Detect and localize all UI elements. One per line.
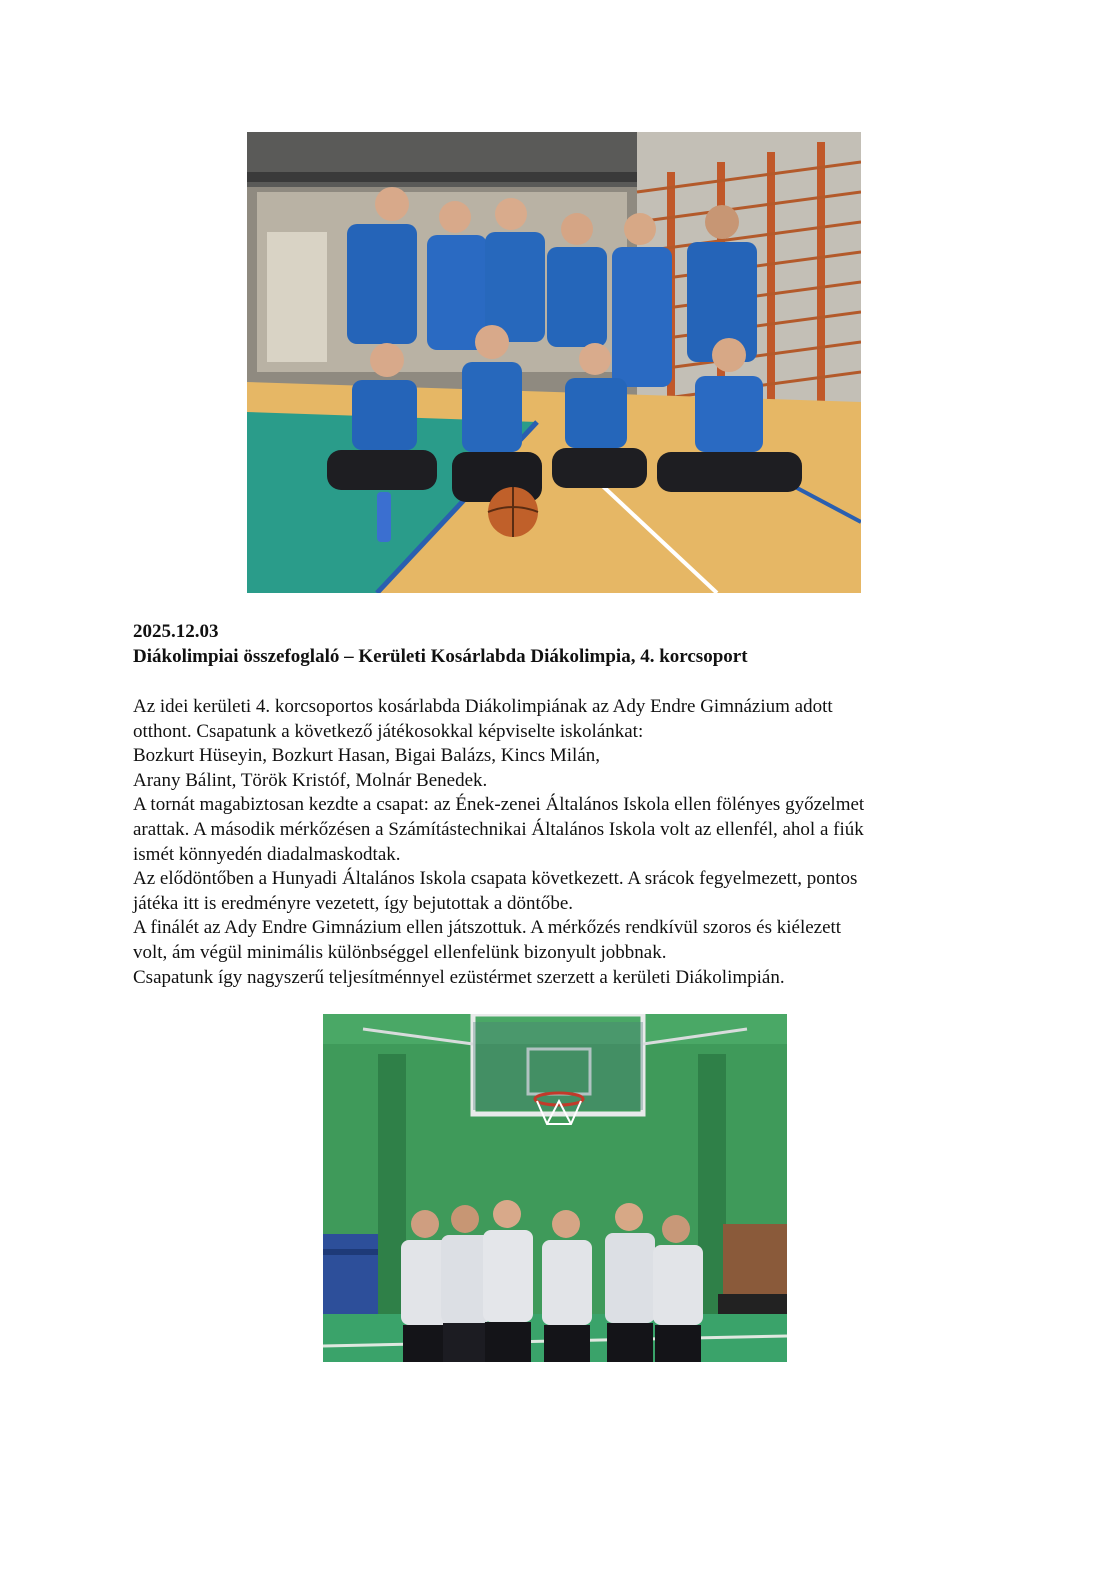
body-line: Az idei kerületi 4. korcsoportos kosárlabda Diákolimpiának az Ady Endre Gimnázium adott [133, 696, 833, 717]
body-line: volt, ám végül minimális különbséggel ellenfelünk bizonyult jobbnak. [133, 941, 667, 963]
body-line: A tornát magabiztosan kezdte a csapat: az Ének-zenei Általános Iskola ellen fölényes győzelmet [133, 794, 865, 816]
team-photo-bottom [323, 1014, 787, 1362]
body-line: Arany Bálint, Török Kristóf, Molnár Benedek. [133, 769, 488, 791]
team-photo-top [247, 132, 861, 593]
team-photo-blue-jerseys-icon [247, 132, 861, 593]
body-line: Az elődöntőben a Hunyadi Általános Iskola csapata következett. A srácok fegyelmezett, pontos [133, 868, 858, 890]
body-line: Bozkurt Hüseyin, Bozkurt Hasan, Bigai Balázs, Kincs Milán, [133, 745, 601, 767]
article-title: Diákolimpiai összefoglaló – Kerületi Kosárlabda Diákolimpia, 4. korcsoport [133, 646, 748, 667]
body-line: ismét könnyedén diadalmaskodtak. [133, 843, 401, 865]
body-line: A finálét az Ady Endre Gimnázium ellen játszottuk. A mérkőzés rendkívül szoros és kiélezett [133, 917, 842, 939]
body-line: játéka itt is eredményre vezetett, így bejutottak a döntőbe. [133, 892, 574, 914]
body-line: Csapatunk így nagyszerű teljesítménnyel ezüstérmet szerzett a kerületi Diákolimpián. [133, 966, 785, 988]
body-line: otthont. Csapatunk a következő játékosokkal képviselte iskolánkat: [133, 720, 644, 742]
article-date: 2025.12.03 [133, 621, 219, 642]
team-photo-gym-hoop-icon [323, 1014, 787, 1362]
body-line: arattak. A második mérkőzésen a Számítástechnikai Általános Iskola volt az ellenfél, ahol a fiúk [133, 818, 864, 840]
article-body [133, 695, 973, 990]
